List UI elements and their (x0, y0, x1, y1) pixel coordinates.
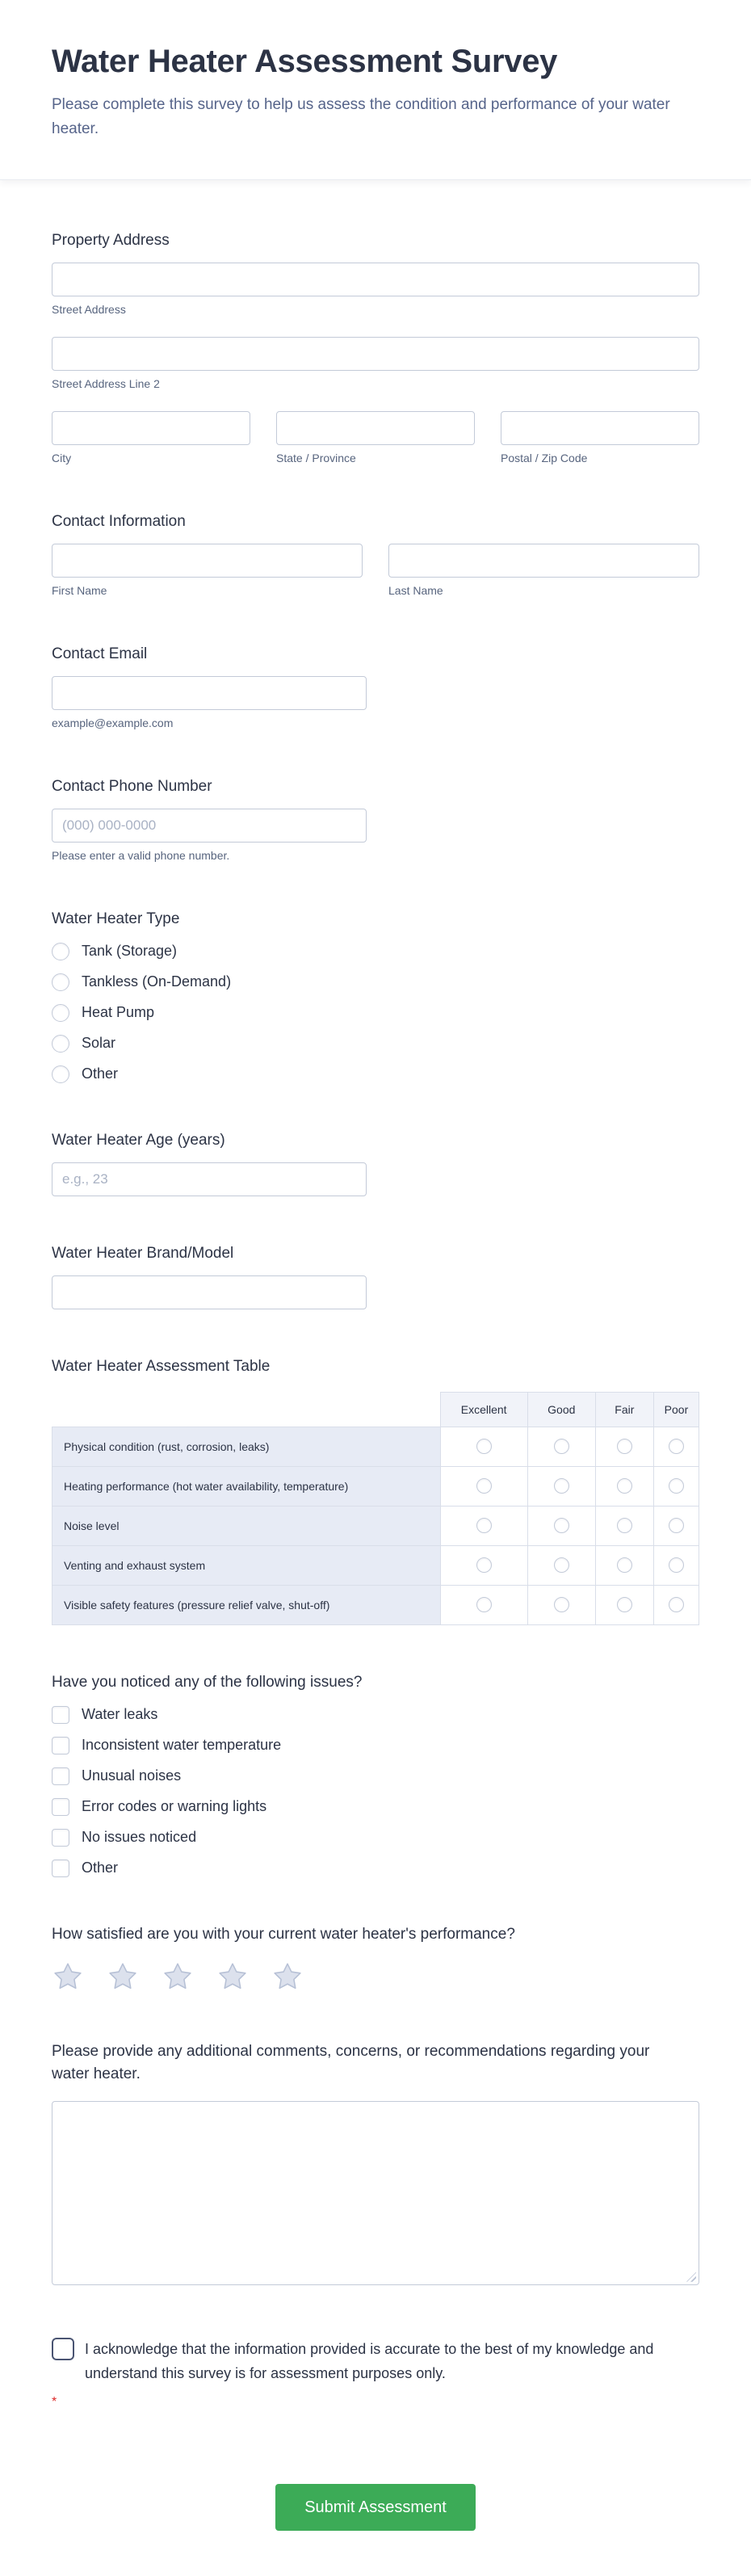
checkbox-option-label: Unusual noises (82, 1767, 182, 1784)
table-radio-cell-good[interactable] (527, 1506, 595, 1545)
table-column-header: Excellent (440, 1392, 527, 1427)
star-rating (52, 1961, 699, 1992)
table-row-label: Noise level (52, 1506, 441, 1545)
table-row (52, 1506, 699, 1545)
checkbox-option-label: No issues noticed (82, 1829, 197, 1846)
table-radio-icon[interactable] (669, 1518, 684, 1533)
checkbox-option-label: Other (82, 1860, 119, 1876)
table-radio-cell-excellent[interactable] (440, 1545, 527, 1585)
table-radio-cell-fair[interactable] (595, 1466, 653, 1506)
phone-input[interactable] (52, 809, 367, 843)
table-radio-cell-excellent[interactable] (440, 1506, 527, 1545)
radio-option-label: Tank (Storage) (82, 943, 178, 960)
email-input[interactable] (52, 676, 367, 710)
city-input[interactable] (52, 411, 250, 445)
table-radio-icon[interactable] (617, 1518, 632, 1533)
table-row (52, 1466, 699, 1506)
checkbox-icon[interactable] (52, 1767, 69, 1785)
form-title: Water Heater Assessment Survey (52, 44, 558, 79)
question-contact-information (52, 513, 699, 597)
heater-type-label: Water Heater Type (52, 910, 180, 927)
table-radio-icon[interactable] (476, 1518, 492, 1533)
question-property-address (52, 232, 699, 464)
table-corner-cell (52, 1392, 441, 1427)
contact-email-label: Contact Email (52, 645, 148, 662)
table-radio-icon[interactable] (554, 1597, 569, 1612)
contact-phone-label: Contact Phone Number (52, 777, 212, 795)
question-satisfaction (52, 1926, 699, 1992)
table-radio-icon[interactable] (554, 1439, 569, 1454)
table-column-header: Fair (595, 1392, 653, 1427)
brand-model-label: Water Heater Brand/Model (52, 1244, 234, 1262)
assessment-table (52, 1392, 699, 1625)
heater-type-options (52, 943, 699, 1083)
table-row (52, 1545, 699, 1585)
last-name-field (388, 544, 699, 597)
checkbox-icon[interactable] (52, 1798, 69, 1816)
radio-option[interactable] (52, 1035, 699, 1053)
form-subtitle: Please complete this survey to help us assess the condition and performance of your water heater. (52, 96, 670, 138)
table-column-header: Good (527, 1392, 595, 1427)
table-radio-icon[interactable] (554, 1557, 569, 1573)
table-radio-cell-poor[interactable] (653, 1427, 699, 1466)
comments-label: Please provide any additional comments, concerns, or recommendations regarding your water heater. (52, 2042, 650, 2083)
checkbox-option[interactable] (52, 1860, 699, 1877)
star-icon[interactable] (216, 1961, 249, 1992)
radio-option[interactable] (52, 1065, 699, 1083)
table-radio-cell-excellent[interactable] (440, 1585, 527, 1624)
assessment-table-label: Water Heater Assessment Table (52, 1357, 271, 1375)
question-heater-type (52, 910, 699, 1083)
question-heater-age (52, 1132, 699, 1196)
table-radio-cell-fair[interactable] (595, 1545, 653, 1585)
star-icon[interactable] (52, 1961, 84, 1992)
state-input[interactable] (276, 411, 475, 445)
state-field (276, 411, 475, 464)
street-address-field (52, 263, 699, 316)
table-radio-cell-poor[interactable] (653, 1506, 699, 1545)
table-radio-cell-good[interactable] (527, 1466, 595, 1506)
table-radio-cell-fair[interactable] (595, 1585, 653, 1624)
checkbox-option-label: Error codes or warning lights (82, 1798, 267, 1815)
question-assessment-table (52, 1358, 699, 1625)
first-name-sublabel: First Name (52, 583, 107, 597)
checkbox-option-label: Water leaks (82, 1706, 158, 1723)
checkbox-icon[interactable] (52, 1706, 69, 1724)
star-icon[interactable] (271, 1961, 304, 1992)
table-row (52, 1585, 699, 1624)
table-radio-icon[interactable] (669, 1439, 684, 1454)
table-row-label: Heating performance (hot water availability, temperature) (52, 1466, 441, 1506)
zip-sublabel: Postal / Zip Code (501, 451, 588, 464)
table-radio-icon[interactable] (476, 1439, 492, 1454)
name-row (52, 544, 699, 597)
checkbox-icon[interactable] (52, 1737, 69, 1754)
table-radio-icon[interactable] (669, 1557, 684, 1573)
contact-information-label: Contact Information (52, 512, 186, 530)
submit-row (52, 2484, 699, 2576)
radio-option-label: Heat Pump (82, 1004, 155, 1021)
star-icon[interactable] (162, 1961, 194, 1992)
table-radio-cell-poor[interactable] (653, 1466, 699, 1506)
radio-icon[interactable] (52, 1065, 69, 1083)
checkbox-option[interactable] (52, 1767, 699, 1785)
phone-sublabel: Please enter a valid phone number. (52, 848, 230, 862)
question-issues (52, 1674, 699, 1877)
street-address2-field (52, 337, 699, 390)
table-radio-cell-fair[interactable] (595, 1506, 653, 1545)
heater-age-label: Water Heater Age (years) (52, 1131, 225, 1149)
table-row-label: Physical condition (rust, corrosion, leaks) (52, 1427, 441, 1466)
radio-option-label: Tankless (On-Demand) (82, 973, 232, 990)
table-radio-icon[interactable] (669, 1597, 684, 1612)
question-contact-phone (52, 778, 699, 862)
state-sublabel: State / Province (276, 451, 356, 464)
acknowledgement-text: I acknowledge that the information provided is accurate to the best of my knowledge and understand this survey is for assessment purposes only. (85, 2340, 654, 2382)
radio-icon[interactable] (52, 943, 69, 960)
table-radio-cell-good[interactable] (527, 1585, 595, 1624)
email-sublabel: example@example.com (52, 716, 174, 729)
required-asterisk: * (52, 2394, 57, 2409)
street-address2-input[interactable] (52, 337, 699, 371)
table-radio-cell-fair[interactable] (595, 1427, 653, 1466)
table-radio-cell-poor[interactable] (653, 1545, 699, 1585)
comments-textarea[interactable] (52, 2101, 699, 2285)
comments-field (52, 2101, 699, 2285)
radio-option[interactable] (52, 943, 699, 960)
radio-option-label: Solar (82, 1035, 116, 1052)
checkbox-option-label: Inconsistent water temperature (82, 1737, 282, 1754)
last-name-sublabel: Last Name (388, 583, 443, 597)
first-name-field (52, 544, 363, 597)
table-radio-cell-good[interactable] (527, 1427, 595, 1466)
satisfaction-label: How satisfied are you with your current water heater's performance? (52, 1925, 515, 1943)
question-comments (52, 2040, 699, 2285)
checkbox-icon[interactable] (52, 1860, 69, 1877)
table-row-label: Visible safety features (pressure relief valve, shut-off) (52, 1585, 441, 1624)
property-address-label: Property Address (52, 231, 170, 249)
city-sublabel: City (52, 451, 72, 464)
table-radio-icon[interactable] (476, 1597, 492, 1612)
first-name-input[interactable] (52, 544, 363, 578)
radio-option[interactable] (52, 973, 699, 991)
checkbox-option[interactable] (52, 1737, 699, 1754)
table-radio-icon[interactable] (617, 1478, 632, 1494)
radio-option[interactable] (52, 1004, 699, 1022)
table-row (52, 1427, 699, 1466)
last-name-input[interactable] (388, 544, 699, 578)
table-header-row (52, 1392, 699, 1427)
radio-option-label: Other (82, 1065, 119, 1082)
acknowledgement (52, 2337, 698, 2413)
table-radio-icon[interactable] (554, 1518, 569, 1533)
issues-label: Have you noticed any of the following issues? (52, 1673, 363, 1691)
brand-model-input[interactable] (52, 1275, 367, 1309)
form-header (0, 0, 751, 180)
table-radio-cell-poor[interactable] (653, 1585, 699, 1624)
checkbox-option[interactable] (52, 1829, 699, 1847)
table-radio-icon[interactable] (554, 1478, 569, 1494)
checkbox-icon[interactable] (52, 1829, 69, 1847)
radio-icon[interactable] (52, 1035, 69, 1053)
zip-field (501, 411, 699, 464)
table-radio-icon[interactable] (476, 1557, 492, 1573)
form-body (0, 180, 751, 2576)
table-radio-cell-good[interactable] (527, 1545, 595, 1585)
radio-icon[interactable] (52, 1004, 69, 1022)
table-radio-icon[interactable] (669, 1478, 684, 1494)
zip-input[interactable] (501, 411, 699, 445)
street-address-input[interactable] (52, 263, 699, 296)
table-row-label: Venting and exhaust system (52, 1545, 441, 1585)
street-address-sublabel: Street Address (52, 302, 126, 316)
city-state-zip-row (52, 411, 699, 464)
radio-icon[interactable] (52, 973, 69, 991)
issues-options (52, 1706, 699, 1877)
table-column-header: Poor (653, 1392, 699, 1427)
star-icon[interactable] (107, 1961, 139, 1992)
table-radio-icon[interactable] (476, 1478, 492, 1494)
submit-button[interactable]: Submit Assessment (275, 2484, 476, 2531)
question-contact-email (52, 645, 699, 729)
street-address2-sublabel: Street Address Line 2 (52, 376, 160, 390)
table-radio-icon[interactable] (617, 1557, 632, 1573)
question-brand-model (52, 1245, 699, 1309)
table-radio-icon[interactable] (617, 1597, 632, 1612)
table-radio-icon[interactable] (617, 1439, 632, 1454)
city-field (52, 411, 250, 464)
table-radio-cell-excellent[interactable] (440, 1427, 527, 1466)
checkbox-option[interactable] (52, 1798, 699, 1816)
acknowledge-checkbox[interactable] (52, 2338, 74, 2360)
table-radio-cell-excellent[interactable] (440, 1466, 527, 1506)
heater-age-input[interactable] (52, 1162, 367, 1196)
checkbox-option[interactable] (52, 1706, 699, 1724)
